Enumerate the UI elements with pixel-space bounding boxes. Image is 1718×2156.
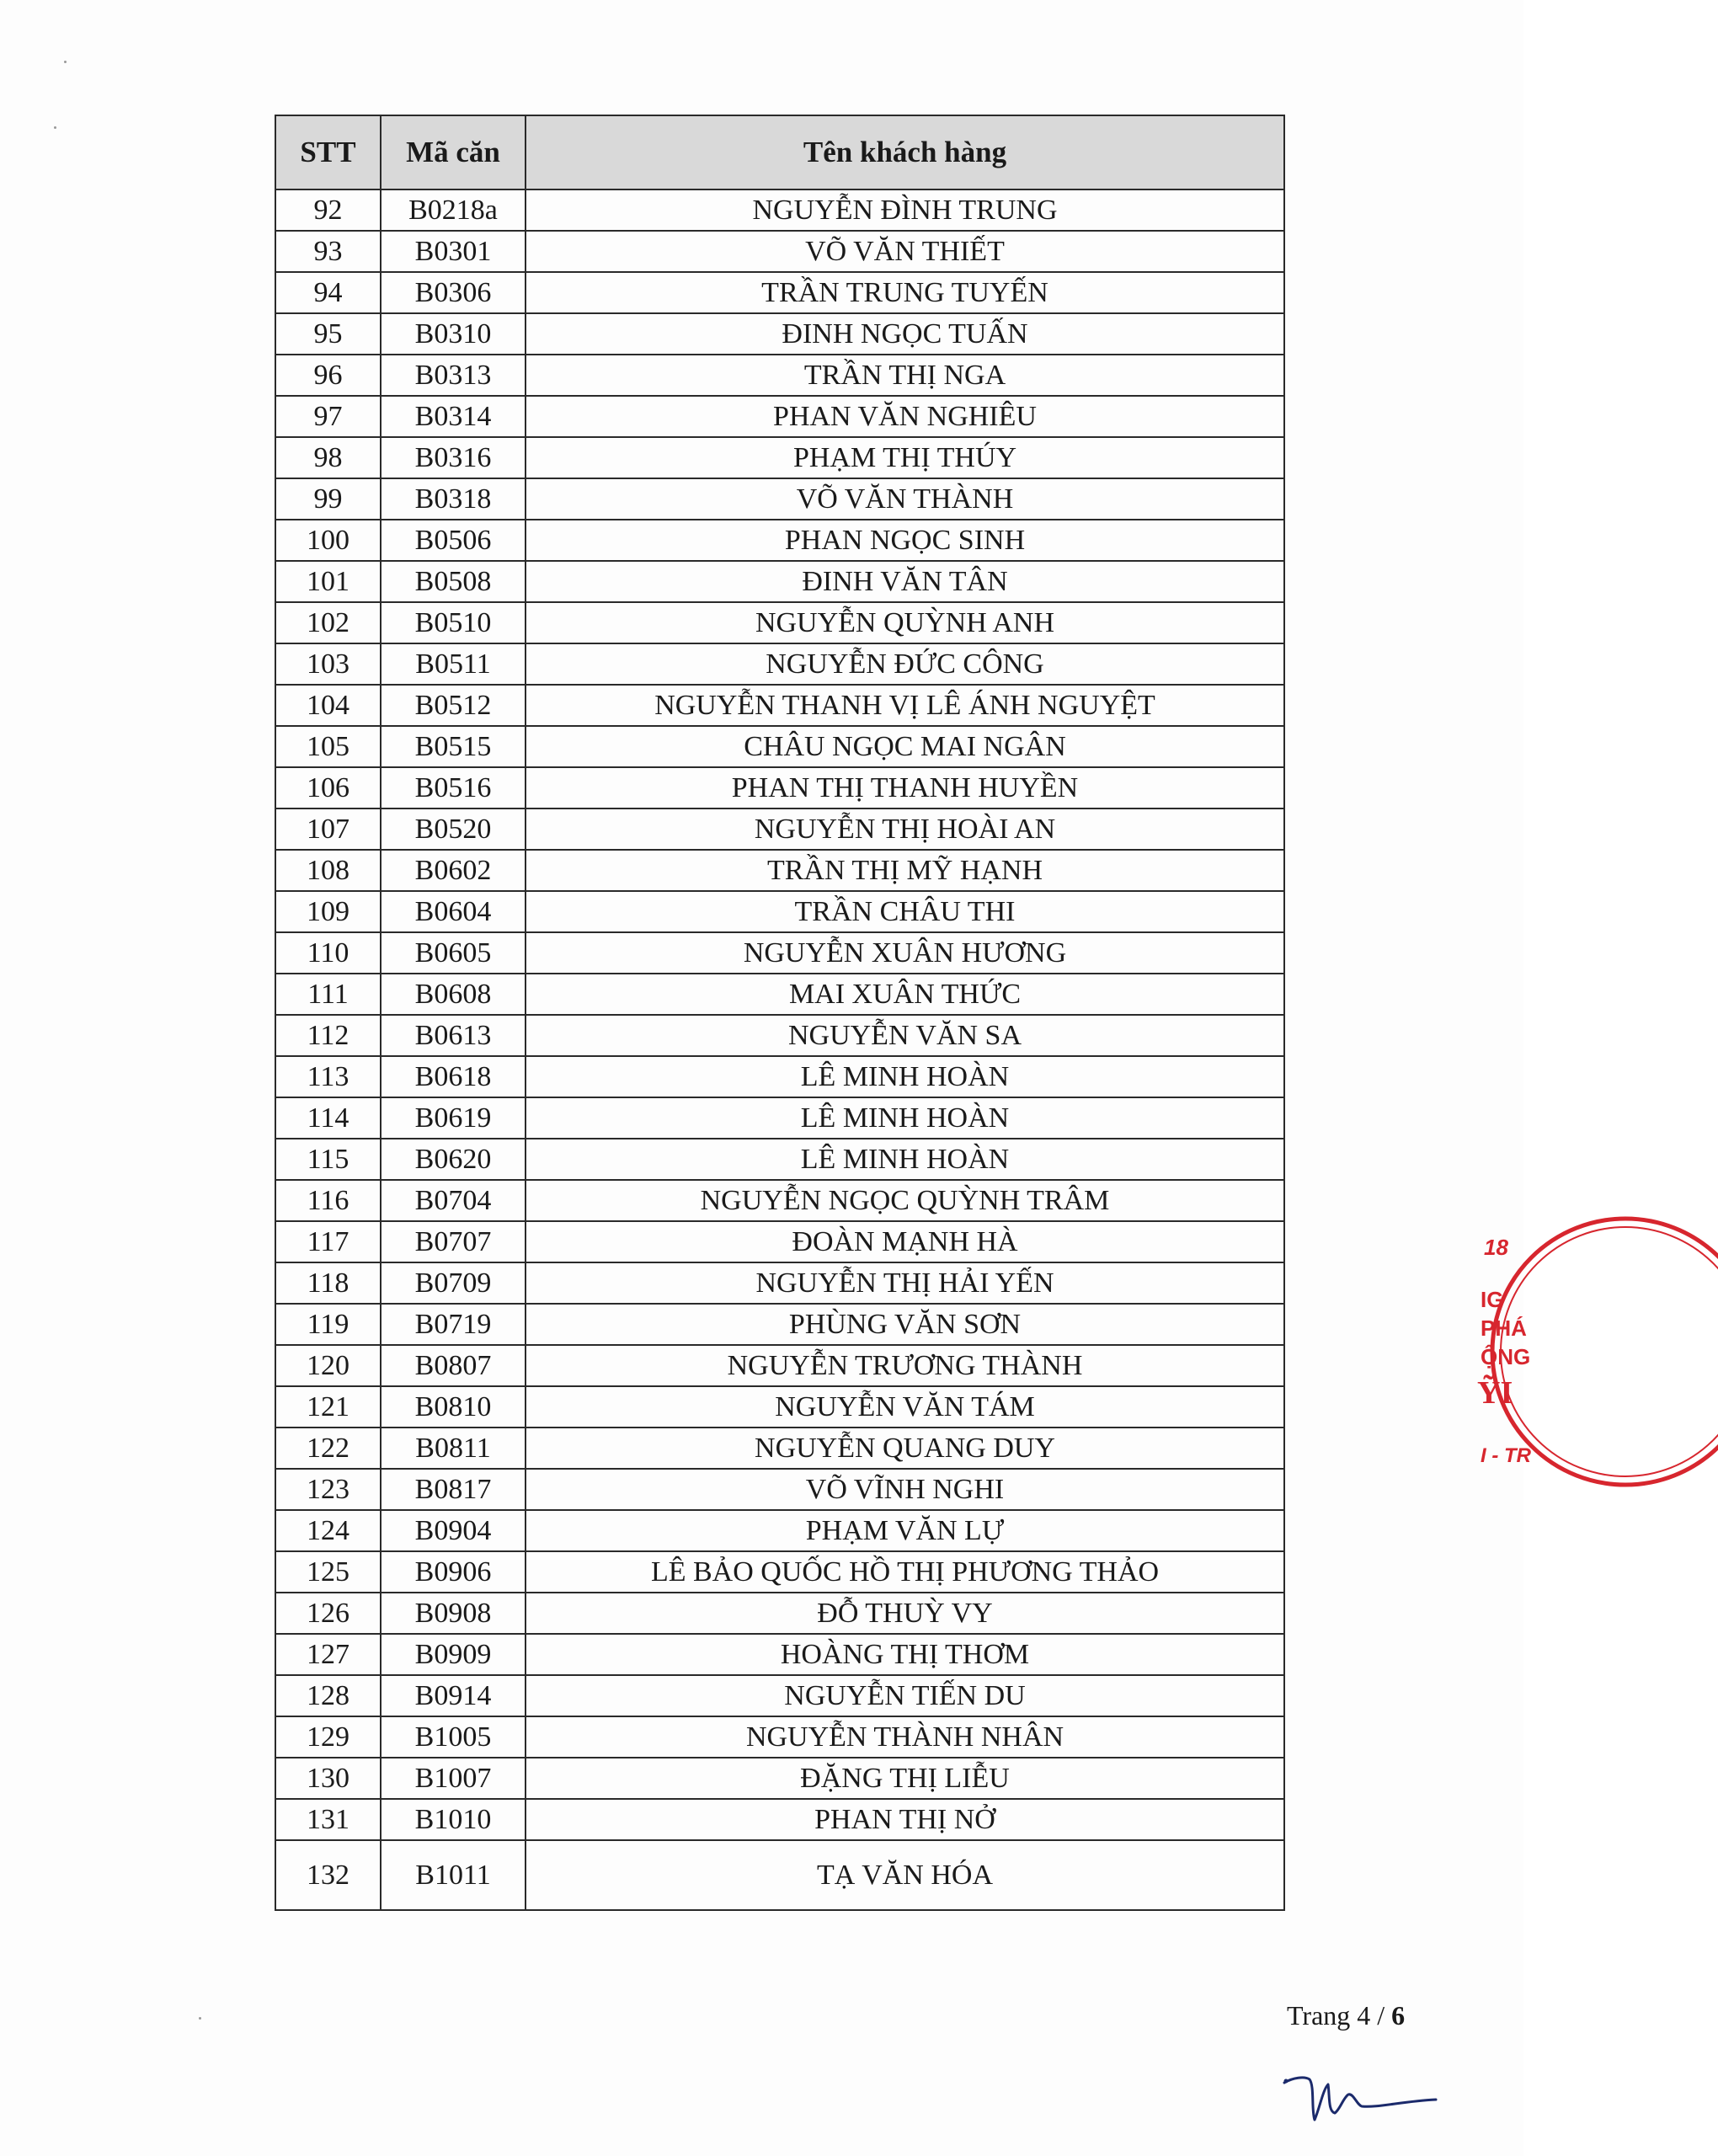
cell-unit-code: B1005 bbox=[381, 1716, 526, 1758]
table-row bbox=[275, 478, 1284, 520]
cell-unit-code: B0817 bbox=[381, 1469, 526, 1510]
cell-unit-code: B0511 bbox=[381, 643, 526, 685]
cell-unit-code: B0520 bbox=[381, 808, 526, 850]
cell-customer-name: TRẦN TRUNG TUYẾN bbox=[526, 272, 1284, 313]
cell-customer-name: NGUYỄN NGỌC QUỲNH TRÂM bbox=[526, 1180, 1284, 1221]
table-row bbox=[275, 726, 1284, 767]
cell-customer-name: ĐINH VĂN TÂN bbox=[526, 561, 1284, 602]
cell-unit-code: B0807 bbox=[381, 1345, 526, 1386]
table-row bbox=[275, 272, 1284, 313]
cell-stt: 95 bbox=[275, 313, 381, 355]
cell-unit-code: B0316 bbox=[381, 437, 526, 478]
table-row bbox=[275, 437, 1284, 478]
cell-unit-code: B0516 bbox=[381, 767, 526, 808]
cell-unit-code: B0512 bbox=[381, 685, 526, 726]
scan-speck bbox=[199, 2017, 201, 2020]
table-row bbox=[275, 1345, 1284, 1386]
cell-stt: 123 bbox=[275, 1469, 381, 1510]
cell-stt: 128 bbox=[275, 1675, 381, 1716]
cell-customer-name: PHÙNG VĂN SƠN bbox=[526, 1304, 1284, 1345]
table-row bbox=[275, 891, 1284, 932]
table-row bbox=[275, 808, 1284, 850]
cell-customer-name: NGUYỄN XUÂN HƯƠNG bbox=[526, 932, 1284, 974]
cell-customer-name: NGUYỄN VĂN TÁM bbox=[526, 1386, 1284, 1428]
cell-unit-code: B0515 bbox=[381, 726, 526, 767]
cell-stt: 114 bbox=[275, 1097, 381, 1139]
cell-stt: 107 bbox=[275, 808, 381, 850]
table-row bbox=[275, 1840, 1284, 1910]
cell-stt: 98 bbox=[275, 437, 381, 478]
cell-unit-code: B0618 bbox=[381, 1056, 526, 1097]
cell-stt: 101 bbox=[275, 561, 381, 602]
cell-customer-name: NGUYỄN THÀNH NHÂN bbox=[526, 1716, 1284, 1758]
page-number-total: 6 bbox=[1391, 2000, 1406, 2031]
cell-unit-code: B1007 bbox=[381, 1758, 526, 1799]
cell-customer-name: TẠ VĂN HÓA bbox=[526, 1840, 1284, 1910]
table-row bbox=[275, 850, 1284, 891]
table-row bbox=[275, 355, 1284, 396]
cell-stt: 118 bbox=[275, 1262, 381, 1304]
cell-stt: 112 bbox=[275, 1015, 381, 1056]
cell-stt: 111 bbox=[275, 974, 381, 1015]
table-row bbox=[275, 1758, 1284, 1799]
table-row bbox=[275, 1304, 1284, 1345]
cell-unit-code: B0313 bbox=[381, 355, 526, 396]
stamp-text-4: ỘNG bbox=[1481, 1344, 1531, 1369]
cell-customer-name: PHAN THỊ NỞ bbox=[526, 1799, 1284, 1840]
cell-customer-name: NGUYỄN QUANG DUY bbox=[526, 1428, 1284, 1469]
cell-stt: 117 bbox=[275, 1221, 381, 1262]
cell-stt: 99 bbox=[275, 478, 381, 520]
cell-stt: 113 bbox=[275, 1056, 381, 1097]
table-row bbox=[275, 313, 1284, 355]
cell-stt: 110 bbox=[275, 932, 381, 974]
cell-stt: 132 bbox=[275, 1840, 381, 1910]
cell-customer-name: VÕ VĂN THÀNH bbox=[526, 478, 1284, 520]
cell-unit-code: B0605 bbox=[381, 932, 526, 974]
table-row bbox=[275, 685, 1284, 726]
cell-customer-name: PHAN THỊ THANH HUYỀN bbox=[526, 767, 1284, 808]
table-row bbox=[275, 1675, 1284, 1716]
cell-stt: 109 bbox=[275, 891, 381, 932]
table-row bbox=[275, 1139, 1284, 1180]
table-row bbox=[275, 561, 1284, 602]
cell-unit-code: B0811 bbox=[381, 1428, 526, 1469]
cell-unit-code: B0909 bbox=[381, 1634, 526, 1675]
page-number bbox=[1287, 2000, 1405, 2031]
cell-customer-name: NGUYỄN TIẾN DU bbox=[526, 1675, 1284, 1716]
table-row bbox=[275, 1593, 1284, 1634]
cell-customer-name: LÊ MINH HOÀN bbox=[526, 1056, 1284, 1097]
cell-stt: 125 bbox=[275, 1551, 381, 1593]
cell-customer-name: PHẠM VĂN LỰ bbox=[526, 1510, 1284, 1551]
cell-customer-name: LÊ MINH HOÀN bbox=[526, 1097, 1284, 1139]
cell-stt: 129 bbox=[275, 1716, 381, 1758]
cell-customer-name: LÊ MINH HOÀN bbox=[526, 1139, 1284, 1180]
cell-unit-code: B0719 bbox=[381, 1304, 526, 1345]
stamp-seal-icon bbox=[1465, 1213, 1718, 1491]
cell-unit-code: B0914 bbox=[381, 1675, 526, 1716]
cell-stt: 104 bbox=[275, 685, 381, 726]
cell-stt: 106 bbox=[275, 767, 381, 808]
cell-unit-code: B0908 bbox=[381, 1593, 526, 1634]
cell-customer-name: NGUYỄN THỊ HOÀI AN bbox=[526, 808, 1284, 850]
cell-stt: 131 bbox=[275, 1799, 381, 1840]
table-row bbox=[275, 1634, 1284, 1675]
stamp-text-1: 18 bbox=[1484, 1235, 1508, 1260]
table-row bbox=[275, 1469, 1284, 1510]
cell-stt: 94 bbox=[275, 272, 381, 313]
stamp-text-3: PHÁ bbox=[1481, 1315, 1527, 1341]
cell-unit-code: B0810 bbox=[381, 1386, 526, 1428]
cell-customer-name: MAI XUÂN THỨC bbox=[526, 974, 1284, 1015]
table-row bbox=[275, 974, 1284, 1015]
cell-customer-name: TRẦN CHÂU THI bbox=[526, 891, 1284, 932]
cell-unit-code: B0619 bbox=[381, 1097, 526, 1139]
cell-customer-name: ĐINH NGỌC TUẤN bbox=[526, 313, 1284, 355]
cell-unit-code: B0709 bbox=[381, 1262, 526, 1304]
cell-customer-name: NGUYỄN VĂN SA bbox=[526, 1015, 1284, 1056]
table-row bbox=[275, 643, 1284, 685]
cell-unit-code: B0218a bbox=[381, 189, 526, 231]
cell-stt: 108 bbox=[275, 850, 381, 891]
cell-customer-name: ĐOÀN MẠNH HÀ bbox=[526, 1221, 1284, 1262]
table-row bbox=[275, 1262, 1284, 1304]
cell-unit-code: B0510 bbox=[381, 602, 526, 643]
cell-stt: 115 bbox=[275, 1139, 381, 1180]
table-row bbox=[275, 231, 1284, 272]
cell-unit-code: B0613 bbox=[381, 1015, 526, 1056]
table-row bbox=[275, 189, 1284, 231]
table-row bbox=[275, 1015, 1284, 1056]
table-row bbox=[275, 396, 1284, 437]
header-customer-name: Tên khách hàng bbox=[526, 115, 1284, 189]
cell-customer-name: NGUYỄN ĐỨC CÔNG bbox=[526, 643, 1284, 685]
cell-stt: 103 bbox=[275, 643, 381, 685]
cell-unit-code: B0318 bbox=[381, 478, 526, 520]
table-row bbox=[275, 1428, 1284, 1469]
table-header-row bbox=[275, 115, 1284, 189]
cell-unit-code: B0604 bbox=[381, 891, 526, 932]
cell-customer-name: NGUYỄN TRƯƠNG THÀNH bbox=[526, 1345, 1284, 1386]
cell-unit-code: B0506 bbox=[381, 520, 526, 561]
cell-unit-code: B0508 bbox=[381, 561, 526, 602]
cell-customer-name: ĐẶNG THỊ LIỄU bbox=[526, 1758, 1284, 1799]
cell-stt: 124 bbox=[275, 1510, 381, 1551]
cell-unit-code: B0906 bbox=[381, 1551, 526, 1593]
table-row bbox=[275, 602, 1284, 643]
cell-unit-code: B0306 bbox=[381, 272, 526, 313]
table-row bbox=[275, 1180, 1284, 1221]
table-row bbox=[275, 1221, 1284, 1262]
cell-stt: 96 bbox=[275, 355, 381, 396]
cell-stt: 121 bbox=[275, 1386, 381, 1428]
table-row bbox=[275, 1799, 1284, 1840]
cell-unit-code: B0904 bbox=[381, 1510, 526, 1551]
cell-stt: 97 bbox=[275, 396, 381, 437]
company-stamp-fragment bbox=[1465, 1213, 1531, 1491]
stamp-text-5: ỸI bbox=[1477, 1375, 1513, 1411]
cell-unit-code: B1010 bbox=[381, 1799, 526, 1840]
cell-unit-code: B0314 bbox=[381, 396, 526, 437]
cell-customer-name: NGUYỄN THỊ HẢI YẾN bbox=[526, 1262, 1284, 1304]
cell-stt: 119 bbox=[275, 1304, 381, 1345]
cell-customer-name: VÕ VĂN THIẾT bbox=[526, 231, 1284, 272]
table-row bbox=[275, 1716, 1284, 1758]
table-row bbox=[275, 767, 1284, 808]
table-row bbox=[275, 1510, 1284, 1551]
cell-customer-name: PHAN VĂN NGHIÊU bbox=[526, 396, 1284, 437]
cell-customer-name: TRẦN THỊ NGA bbox=[526, 355, 1284, 396]
cell-stt: 120 bbox=[275, 1345, 381, 1386]
cell-customer-name: PHAN NGỌC SINH bbox=[526, 520, 1284, 561]
cell-unit-code: B0608 bbox=[381, 974, 526, 1015]
table-row bbox=[275, 1551, 1284, 1593]
cell-unit-code: B0301 bbox=[381, 231, 526, 272]
cell-stt: 100 bbox=[275, 520, 381, 561]
cell-stt: 92 bbox=[275, 189, 381, 231]
table-row bbox=[275, 1386, 1284, 1428]
table-body bbox=[275, 189, 1284, 1910]
cell-customer-name: NGUYỄN THANH VỊ LÊ ÁNH NGUYỆT bbox=[526, 685, 1284, 726]
table-row bbox=[275, 932, 1284, 974]
header-stt: STT bbox=[275, 115, 381, 189]
table-row bbox=[275, 520, 1284, 561]
cell-stt: 122 bbox=[275, 1428, 381, 1469]
cell-customer-name: NGUYỄN ĐÌNH TRUNG bbox=[526, 189, 1284, 231]
cell-unit-code: B1011 bbox=[381, 1840, 526, 1910]
cell-stt: 93 bbox=[275, 231, 381, 272]
table-row bbox=[275, 1097, 1284, 1139]
customer-table bbox=[275, 115, 1285, 1911]
cell-unit-code: B0602 bbox=[381, 850, 526, 891]
cell-customer-name: PHẠM THỊ THÚY bbox=[526, 437, 1284, 478]
page-number-label: Trang 4 / bbox=[1287, 2000, 1385, 2031]
signature-icon bbox=[1276, 2068, 1444, 2135]
stamp-text-2: IG bbox=[1481, 1287, 1504, 1312]
cell-stt: 116 bbox=[275, 1180, 381, 1221]
cell-customer-name: VÕ VĨNH NGHI bbox=[526, 1469, 1284, 1510]
cell-unit-code: B0620 bbox=[381, 1139, 526, 1180]
cell-stt: 130 bbox=[275, 1758, 381, 1799]
cell-customer-name: HOÀNG THỊ THƠM bbox=[526, 1634, 1284, 1675]
cell-stt: 105 bbox=[275, 726, 381, 767]
cell-customer-name: TRẦN THỊ MỸ HẠNH bbox=[526, 850, 1284, 891]
cell-stt: 127 bbox=[275, 1634, 381, 1675]
header-unit-code: Mã căn bbox=[381, 115, 526, 189]
cell-stt: 126 bbox=[275, 1593, 381, 1634]
cell-customer-name: LÊ BẢO QUỐC HỒ THỊ PHƯƠNG THẢO bbox=[526, 1551, 1284, 1593]
stamp-text-6: I - TR bbox=[1481, 1444, 1531, 1467]
cell-customer-name: ĐỖ THUỲ VY bbox=[526, 1593, 1284, 1634]
cell-customer-name: CHÂU NGỌC MAI NGÂN bbox=[526, 726, 1284, 767]
scan-speck bbox=[64, 61, 67, 63]
cell-unit-code: B0704 bbox=[381, 1180, 526, 1221]
cell-unit-code: B0707 bbox=[381, 1221, 526, 1262]
scan-speck bbox=[54, 126, 56, 129]
cell-unit-code: B0310 bbox=[381, 313, 526, 355]
cell-stt: 102 bbox=[275, 602, 381, 643]
cell-customer-name: NGUYỄN QUỲNH ANH bbox=[526, 602, 1284, 643]
table-row bbox=[275, 1056, 1284, 1097]
